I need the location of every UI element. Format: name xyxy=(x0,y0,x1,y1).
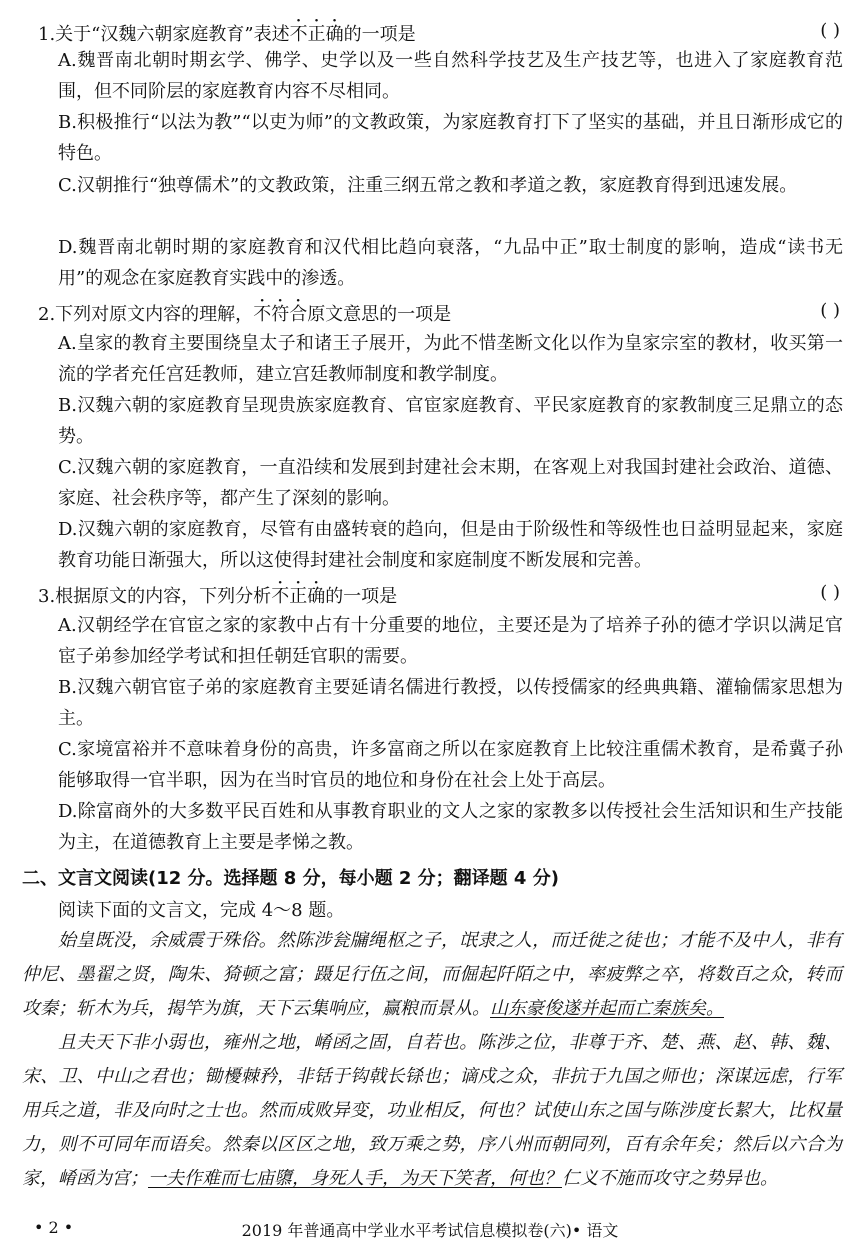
option-d[interactable] xyxy=(58,514,843,576)
question-3-stem-end: 的一项是 xyxy=(325,586,398,607)
option-label: B. xyxy=(58,395,77,416)
option-text: 除富商外的大多数平民百姓和从事教育职业的文人之家的家教多以传授社会生活知识和生产技能为主，在道德教育上主要是孝悌之教。 xyxy=(58,801,843,853)
option-text: 积极推行“以法为教”“以吏为师”的文教政策，为家庭教育打下了坚实的基础，并且日渐形成它的特色。 xyxy=(58,112,843,164)
classical-passage xyxy=(22,924,842,1196)
option-label: D. xyxy=(58,237,78,258)
option-c[interactable] xyxy=(58,170,843,201)
emphasis-char: 正 xyxy=(289,586,308,607)
answer-blank[interactable]: ( ) xyxy=(820,582,840,603)
option-text: 汉魏六朝的家庭教育呈现贵族家庭教育、官宦家庭教育、平民家庭教育的家教制度三足鼎立的态势。 xyxy=(58,395,843,447)
option-text: 魏晋南北朝时期玄学、佛学、史学以及一些自然科学技艺及生产技艺等，也进入了家庭教育范围，但不同阶层的家庭教育内容不尽相同。 xyxy=(58,50,843,102)
section-title: 二、文言文阅读(12 分。选择题 8 分，每小题 2 分；翻译题 4 分) xyxy=(22,868,559,889)
option-label: D. xyxy=(58,801,78,822)
passage-paragraph-1 xyxy=(22,924,842,1026)
option-text: 汉魏六朝的家庭教育，尽管有由盛转衰的趋向，但是由于阶级性和等级性也日益明显起来，家庭教育功能日渐强大，所以这使得封建社会制度和家庭制度不断发展和完善。 xyxy=(58,519,843,571)
option-b[interactable] xyxy=(58,107,843,169)
option-label: A. xyxy=(58,50,77,71)
emphasis-char: 合 xyxy=(289,304,308,325)
option-text: 皇家的教育主要围绕皇太子和诸王子展开，为此不惜垄断文化以作为皇家宗室的教材，收买第一流的学者充任宫廷教师，建立宫廷教师制度和教学制度。 xyxy=(58,333,843,385)
underlined-sentence: 一夫作难而七庙隳，身死人手，为天下笑者，何也？ xyxy=(148,1168,562,1189)
question-1-stem xyxy=(38,20,416,46)
passage-text: 仁义不施而攻守之势异也。 xyxy=(562,1168,778,1189)
question-3-stem-text: 3.根据原文的内容，下列分析 xyxy=(38,586,272,607)
option-text: 汉魏六朝的家庭教育，一直沿续和发展到封建社会末期，在客观上对我国封建社会政治、道德、家庭、社会秩序等，都产生了深刻的影响。 xyxy=(58,457,843,509)
section-instructions: 阅读下面的文言文，完成 4～8 题。 xyxy=(58,900,345,921)
option-text: 家境富裕并不意味着身份的高贵，许多富商之所以在家庭教育上比较注重儒术教育，是希冀子孙能够取得一官半职，因为在当时官员的地位和身份在社会上处于高层。 xyxy=(58,739,843,791)
option-a[interactable] xyxy=(58,610,843,672)
emphasis-char: 不 xyxy=(253,304,272,325)
emphasis-char: 符 xyxy=(271,304,290,325)
option-c[interactable] xyxy=(58,734,843,796)
footer-title: 2019 年普通高中学业水平考试信息模拟卷(六)• 语文 xyxy=(241,1221,619,1240)
passage-text: 始皇既没，余威震于殊俗。然陈涉瓮牖绳枢之子，氓隶之人，而迁徙之徒也；才能不及中人，非有仲尼、墨翟之贤，陶朱、猗顿之富；蹑足行伍之间，而倔起阡陌之中，率疲弊之卒，将数百之众，转而攻秦；斩木为兵，揭竿为旗，天下云集响应，赢粮而景从。 xyxy=(22,930,842,1019)
passage-text: 且夫天下非小弱也，雍州之地，崤函之固，自若也。陈涉之位，非尊于齐、楚、燕、赵、韩、魏、宋、卫、中山之君也；锄櫌棘矜，非铦于钩戟长铩也；谪戍之众，非抗于九国之师也；深谋远虑，行军用兵之道，非及向时之士也。然而成败异变，功业相反，何也？试使山东之国与陈涉度长絜大，比权量力，则不可同年而语矣。然秦以区区之地，致万乘之势，序八州而朝同列，百有余年矣；然后以六合为家，崤函为宫； xyxy=(22,1032,842,1189)
option-b[interactable] xyxy=(58,672,843,734)
question-1-stem-end: 的一项是 xyxy=(343,24,416,45)
page-number: • 2 • xyxy=(34,1218,74,1237)
option-text: 魏晋南北朝时期的家庭教育和汉代相比趋向衰落，“九品中正”取士制度的影响，造成“读书无用”的观念在家庭教育实践中的渗透。 xyxy=(58,237,843,289)
question-1-stem-text: 1.关于“汉魏六朝家庭教育”表述 xyxy=(38,24,290,45)
emphasis-char: 确 xyxy=(307,586,326,607)
option-label: C. xyxy=(58,457,77,478)
emphasis-char: 确 xyxy=(325,24,344,45)
option-label: A. xyxy=(58,615,77,636)
question-2-stem xyxy=(38,300,451,326)
option-d[interactable] xyxy=(58,796,843,858)
question-2-stem-end: 原文意思的一项是 xyxy=(307,304,452,325)
emphasis-char: 不 xyxy=(289,24,308,45)
answer-blank[interactable]: ( ) xyxy=(820,20,840,41)
emphasis-char: 正 xyxy=(307,24,326,45)
option-label: A. xyxy=(58,333,77,354)
question-3-stem xyxy=(38,582,397,608)
option-text: 汉朝经学在官宦之家的家教中占有十分重要的地位，主要还是为了培养子孙的德才学识以满足官宦子弟参加经学考试和担任朝廷官职的需要。 xyxy=(58,615,843,667)
option-label: B. xyxy=(58,112,77,133)
option-label: C. xyxy=(58,739,77,760)
option-label: C. xyxy=(58,175,77,196)
option-text: 汉魏六朝官宦子弟的家庭教育主要延请名儒进行教授，以传授儒家的经典典籍、灌输儒家思想为主。 xyxy=(58,677,843,729)
underlined-sentence: 山东豪俊遂并起而亡秦族矣。 xyxy=(490,998,724,1019)
option-text: 汉朝推行“独尊儒术”的文教政策，注重三纲五常之教和孝道之教，家庭教育得到迅速发展。 xyxy=(76,175,798,196)
emphasis-char: 不 xyxy=(271,586,290,607)
passage-paragraph-2 xyxy=(22,1026,842,1196)
option-a[interactable] xyxy=(58,45,843,107)
answer-blank[interactable]: ( ) xyxy=(820,300,840,321)
option-b[interactable] xyxy=(58,390,843,452)
option-c[interactable] xyxy=(58,452,843,514)
option-label: D. xyxy=(58,519,78,540)
question-2-stem-text: 2.下列对原文内容的理解， xyxy=(38,304,254,325)
option-a[interactable] xyxy=(58,328,843,390)
option-d[interactable] xyxy=(58,232,843,294)
option-label: B. xyxy=(58,677,77,698)
